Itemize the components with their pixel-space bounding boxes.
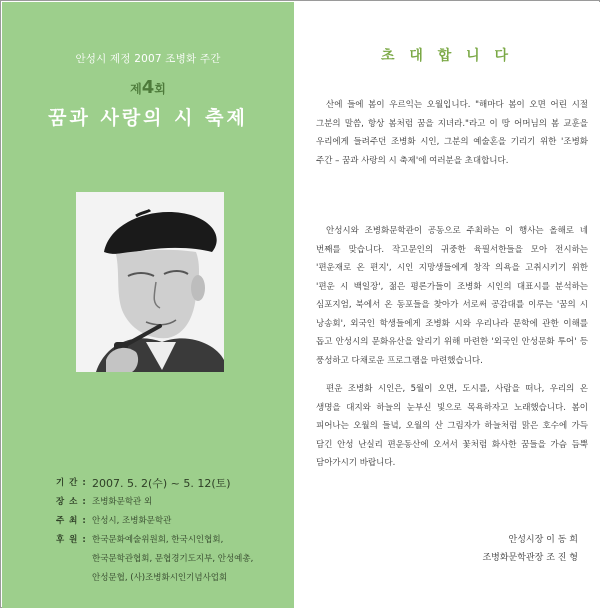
host-value: 안성시, 조병화문학관	[92, 516, 172, 526]
period-label: 기 간 :	[56, 478, 87, 488]
edition-label	[2, 77, 294, 98]
sponsor-line-1: 한국문화예술위원회, 한국시인협회,	[92, 535, 224, 545]
poet-portrait-icon	[76, 192, 224, 372]
place-value: 조병화문학관 외	[92, 497, 153, 507]
edition-prefix: 제	[130, 82, 142, 96]
right-panel	[294, 2, 600, 608]
host-line: 안성시 제정 2007 조병화 주간	[75, 53, 221, 65]
period-row	[56, 474, 286, 493]
place-label: 장 소 :	[56, 497, 87, 507]
paragraph-3-text: 편운 조병화 시인은, 5월이 오면, 도시를, 사람을 떠나, 우리의 온 생명을 대지와 하늘의 눈부신 빛으로 목욕하자고 노래했습니다. 봄이 피어나는 오월의 들녘, 오월의 산 그림자가 하늘처럼 맑은 호수에 가득 담긴 안성 난실리 편운동산에 오셔서 꽃처럼 화사한 꿈들을 가슴 듬뿍 담아가시기 바랍니다.	[316, 384, 588, 468]
sponsor-line-3: 안성문협, (사)조병화시인기념사업회	[92, 573, 228, 583]
signature-director: 조병화문학관장 조 진 형	[482, 553, 578, 563]
host-row	[56, 512, 286, 531]
edition-suffix: 회	[154, 82, 166, 96]
poet-portrait-photo	[76, 192, 224, 372]
sponsor-row	[56, 531, 286, 550]
festival-title: 꿈과 사랑의 시 축제	[48, 107, 248, 129]
sponsor-line-2: 한국문학관협회, 문협경기도지부, 안성예총,	[92, 554, 254, 564]
sponsor-label: 후 원 :	[56, 535, 87, 545]
invitation-paragraph-1	[316, 96, 588, 170]
invitation-paragraph-2	[316, 222, 588, 370]
signature-mayor: 안성시장 이 동 희	[508, 535, 578, 545]
left-panel	[2, 2, 294, 608]
paragraph-1-text: 산에 들에 봄이 우르익는 오월입니다. "해마다 봄이 오면 어린 시절 그분의 말씀, 항상 봄처럼 꿈을 지녀라."라고 이 땅 어머님의 봄 교훈을 우리에게 들려주던 조병화 시인, 그분의 예술혼을 기리기 위한 '조병화 주간 – 꿈과 사랑의 시 축제'에 여러분을 초대합니다.	[316, 100, 588, 166]
host-label: 주 최 :	[56, 516, 87, 526]
edition-number: 4	[141, 77, 155, 98]
invitation-paragraph-3	[316, 380, 588, 473]
paragraph-2-text: 안성시와 조병화문학관이 공동으로 주최하는 이 행사는 올해로 네 번째를 맞습니다. 작고문인의 귀중한 육필서한들을 모아 전시하는 '편운재로 온 편지', 시인 지망생들에게 창작 의욕을 고취시키기 위한 '편운 시 백일장', 젊은 평론가들이 조병화 시인의 대표시를 분석하는 심포지엄, 북에서 온 동포들을 찾아가 서로써 공감대를 이루는 '꿈의 시 낭송회', 외국인 학생들에게 조병화 시와 우리나라 문학에 관한 이해를 돕고 안성시의 문화유산을 알리기 위해 마련한 '외국인 안성문화 투어' 등 풍성하고 다채로운 프로그램을 마련했습니다.	[316, 226, 588, 366]
invitation-title: 초 대 합 니 다	[380, 48, 514, 64]
period-value: 2007. 5. 2(수) ~ 5. 12(토)	[92, 477, 231, 490]
event-info	[56, 474, 286, 588]
place-row	[56, 493, 286, 512]
